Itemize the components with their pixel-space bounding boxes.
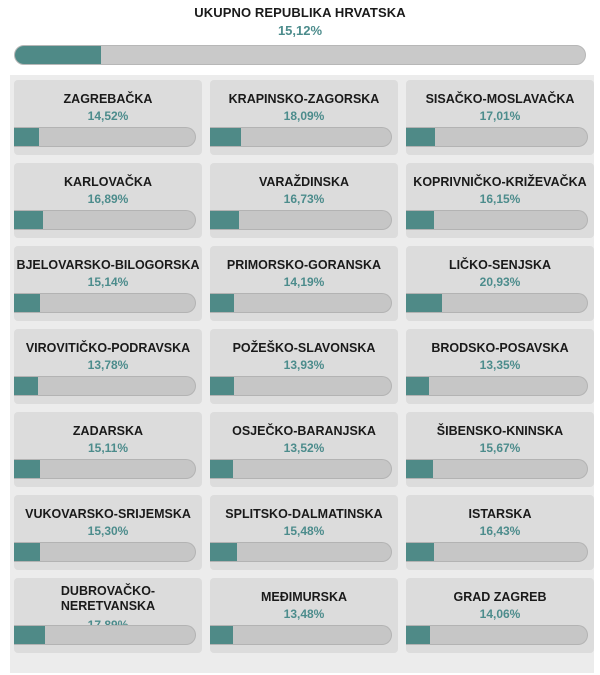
county-card [14, 163, 202, 238]
county-progress-fill [406, 626, 430, 644]
county-progress-fill [14, 626, 45, 644]
county-name: KOPRIVNIČKO-KRIŽEVAČKA [413, 175, 587, 189]
county-progress-bar [406, 210, 588, 230]
county-name: OSJEČKO-BARANJSKA [232, 424, 376, 438]
county-card [14, 329, 202, 404]
county-progress-bar [210, 542, 392, 562]
county-name: ISTARSKA [468, 507, 532, 521]
county-turnout-value: 16,15% [479, 192, 521, 206]
county-card [14, 495, 202, 570]
county-progress-bar [14, 625, 196, 645]
total-progress-fill [15, 46, 101, 64]
county-progress-bar [406, 625, 588, 645]
county-progress-fill [14, 460, 40, 478]
county-turnout-value: 18,09% [283, 109, 325, 123]
county-name: VUKOVARSKO-SRIJEMSKA [25, 507, 191, 521]
county-turnout-value: 13,93% [283, 358, 325, 372]
county-card [406, 329, 594, 404]
county-progress-bar [210, 293, 392, 313]
county-card [406, 80, 594, 155]
county-card [210, 246, 398, 321]
county-turnout-value: 15,14% [87, 275, 129, 289]
county-card [210, 412, 398, 487]
county-progress-bar [210, 459, 392, 479]
county-progress-bar [210, 127, 392, 147]
county-card [14, 80, 202, 155]
county-progress-fill [406, 294, 442, 312]
county-card [210, 578, 398, 653]
county-turnout-value: 13,52% [283, 441, 325, 455]
county-name: SISAČKO-MOSLAVAČKA [425, 92, 575, 106]
county-grid [10, 75, 594, 673]
county-turnout-value: 17,01% [479, 109, 521, 123]
county-name: ŠIBENSKO-KNINSKA [436, 424, 564, 438]
county-card [210, 495, 398, 570]
county-name: VIROVITIČKO-PODRAVSKA [25, 341, 191, 355]
county-name: BJELOVARSKO-BILOGORSKA [16, 258, 200, 272]
county-progress-fill [14, 294, 40, 312]
county-progress-fill [406, 377, 429, 395]
county-name: BRODSKO-POSAVSKA [431, 341, 569, 355]
county-progress-fill [406, 128, 435, 146]
county-progress-fill [210, 128, 241, 146]
county-progress-fill [210, 543, 237, 561]
county-progress-bar [14, 127, 196, 147]
county-progress-bar [210, 376, 392, 396]
county-card [210, 329, 398, 404]
county-name: PRIMORSKO-GORANSKA [226, 258, 382, 272]
county-name: POŽEŠKO-SLAVONSKA [232, 341, 376, 355]
county-progress-fill [406, 543, 434, 561]
county-card [14, 412, 202, 487]
county-progress-bar [406, 293, 588, 313]
county-name: VARAŽDINSKA [258, 175, 350, 189]
county-name: GRAD ZAGREB [453, 590, 547, 604]
county-turnout-value: 14,06% [479, 607, 521, 621]
county-progress-bar [14, 459, 196, 479]
county-progress-fill [14, 211, 43, 229]
county-name: LIČKO-SENJSKA [448, 258, 552, 272]
county-name: SPLITSKO-DALMATINSKA [225, 507, 383, 521]
county-progress-bar [210, 625, 392, 645]
county-turnout-value: 15,48% [283, 524, 325, 538]
county-progress-bar [406, 459, 588, 479]
county-turnout-value: 13,35% [479, 358, 521, 372]
county-name: KARLOVAČKA [64, 175, 152, 189]
county-progress-fill [14, 377, 38, 395]
county-turnout-value: 14,52% [87, 109, 129, 123]
total-progress-bar [14, 45, 586, 65]
county-turnout-value: 20,93% [479, 275, 521, 289]
county-progress-bar [210, 210, 392, 230]
county-progress-fill [14, 128, 39, 146]
county-progress-fill [14, 543, 40, 561]
county-progress-fill [210, 626, 233, 644]
county-progress-fill [210, 294, 234, 312]
county-card [406, 495, 594, 570]
county-turnout-value: 15,67% [479, 441, 521, 455]
county-progress-bar [14, 293, 196, 313]
county-turnout-value: 16,89% [87, 192, 129, 206]
county-turnout-value: 16,73% [283, 192, 325, 206]
county-card [406, 412, 594, 487]
county-progress-bar [406, 542, 588, 562]
county-name: DUBROVAČKO- NERETVANSKA [60, 584, 156, 613]
county-progress-bar [14, 542, 196, 562]
county-turnout-value: 15,11% [87, 441, 129, 455]
county-name: MEĐIMURSKA [260, 590, 348, 604]
county-name: ZAGREBAČKA [63, 92, 153, 106]
county-card [14, 578, 202, 653]
county-progress-fill [210, 211, 239, 229]
county-card [406, 163, 594, 238]
county-progress-fill [210, 377, 234, 395]
county-progress-bar [14, 210, 196, 230]
county-progress-fill [210, 460, 233, 478]
county-card [210, 80, 398, 155]
county-progress-bar [14, 376, 196, 396]
county-turnout-value: 16,43% [479, 524, 521, 538]
county-progress-bar [406, 127, 588, 147]
county-progress-fill [406, 460, 433, 478]
county-turnout-value: 13,48% [283, 607, 325, 621]
county-progress-fill [406, 211, 434, 229]
county-name: ZADARSKA [72, 424, 144, 438]
total-panel [10, 0, 590, 72]
county-name: KRAPINSKO-ZAGORSKA [228, 92, 380, 106]
total-title: UKUPNO REPUBLIKA HRVATSKA [194, 5, 406, 20]
county-card [406, 578, 594, 653]
county-turnout-value: 15,30% [87, 524, 129, 538]
county-card [14, 246, 202, 321]
county-card [406, 246, 594, 321]
county-turnout-value: 13,78% [87, 358, 129, 372]
county-progress-bar [406, 376, 588, 396]
total-value: 15,12% [277, 23, 323, 38]
county-card [210, 163, 398, 238]
county-turnout-value: 14,19% [283, 275, 325, 289]
